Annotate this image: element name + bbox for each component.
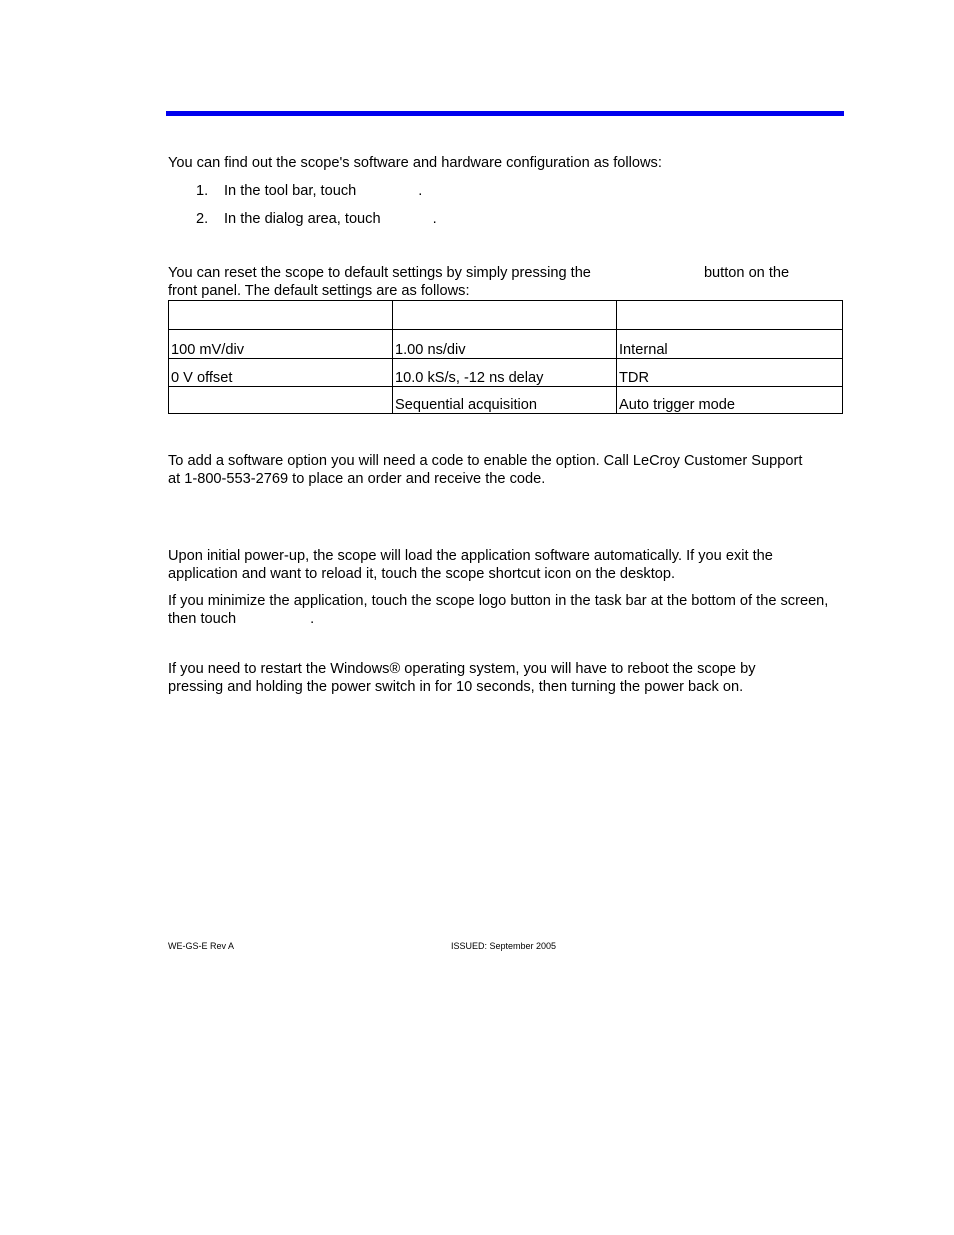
config-step-2 (196, 210, 437, 228)
startup-paragraph-2-tail: . (310, 611, 315, 627)
step-tail: . (418, 183, 423, 199)
table-cell: 1.00 ns/div (393, 330, 617, 359)
table-header-cell (393, 301, 617, 330)
defaults-intro-line1 (168, 264, 842, 282)
table-row (169, 330, 843, 359)
table-header-cell (617, 301, 843, 330)
default-settings-table (168, 300, 842, 414)
config-step-1 (196, 182, 422, 200)
table-cell: Sequential acquisition (393, 387, 617, 414)
header-rule (166, 111, 844, 116)
startup-paragraph-2-text: If you minimize the application, touch the scope logo button in the task bar at the bottom of the screen, then touch (168, 593, 829, 627)
step-number: 2. (196, 211, 209, 227)
footer-doc-id: WE-GS-E Rev A (168, 941, 235, 951)
table-cell: Auto trigger mode (617, 387, 843, 414)
table-row (169, 359, 843, 387)
startup-paragraph-2 (168, 592, 832, 628)
options-paragraph: To add a software option you will need a code to enable the option. Call LeCroy Customer Support at 1-800-553-2769 to place an order and receive the code. (168, 453, 803, 487)
table-header-cell (169, 301, 393, 330)
restart-paragraph: If you need to restart the Windows® operating system, you will have to reboot the scope by pressing and holding the power switch in for 10 seconds, then turning the power back on. (168, 661, 756, 695)
defaults-intro-button-text: button on the (703, 265, 790, 281)
defaults-intro-line2: front panel. The default settings are as follows: (168, 283, 470, 299)
table-cell: 0 V offset (169, 359, 393, 387)
startup-paragraph-1: Upon initial power-up, the scope will load the application software automatically. If you exit the application and want to reload it, touch the scope shortcut icon on the desktop. (168, 548, 773, 582)
table-header-row (169, 301, 843, 330)
table-cell: Internal (617, 330, 843, 359)
step-number: 1. (196, 183, 209, 199)
footer-issued-date: ISSUED: September 2005 (451, 941, 557, 951)
step-text: In the tool bar, touch (224, 183, 357, 199)
table-cell: TDR (617, 359, 843, 387)
table-row (169, 387, 843, 414)
step-text: In the dialog area, touch (224, 211, 381, 227)
table-cell: 100 mV/div (169, 330, 393, 359)
step-tail: . (432, 211, 437, 227)
config-intro: You can find out the scope's software and hardware configuration as follows: (168, 155, 662, 171)
defaults-intro-text: You can reset the scope to default settings by simply pressing the (168, 265, 591, 281)
table-cell: 10.0 kS/s, -12 ns delay (393, 359, 617, 387)
table-cell (169, 387, 393, 414)
